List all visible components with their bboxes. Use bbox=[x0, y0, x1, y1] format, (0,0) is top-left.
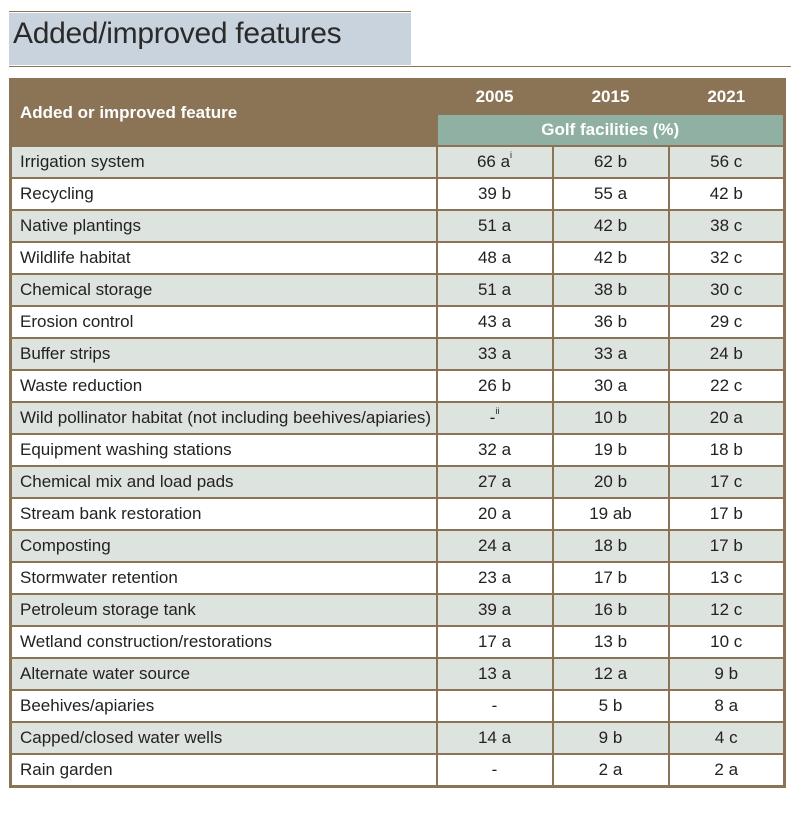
value-cell-2021 bbox=[669, 690, 785, 722]
value-cell-2015 bbox=[553, 210, 669, 242]
value-text: 42 b bbox=[709, 184, 743, 203]
value-cell-2021 bbox=[669, 658, 785, 690]
value-text: 4 c bbox=[714, 728, 738, 747]
value-cell-2021 bbox=[669, 498, 785, 530]
table-row bbox=[11, 690, 785, 722]
value-cell-2015 bbox=[553, 498, 669, 530]
table-row bbox=[11, 754, 785, 787]
value-text: 14 a bbox=[477, 728, 512, 747]
value-text: 16 b bbox=[593, 600, 628, 619]
value-text: 39 a bbox=[477, 600, 512, 619]
value-text: - bbox=[491, 696, 498, 715]
value-text: 9 b bbox=[598, 728, 623, 747]
value-cell-2021 bbox=[669, 274, 785, 306]
value-text: 8 a bbox=[714, 696, 739, 715]
feature-name-cell: Beehives/apiaries bbox=[11, 690, 437, 722]
value-cell-2005 bbox=[437, 338, 553, 370]
table-row bbox=[11, 722, 785, 754]
value-cell-2005 bbox=[437, 690, 553, 722]
value-text: 19 ab bbox=[589, 504, 632, 523]
header-year-2005: 2005 bbox=[437, 80, 553, 115]
value-text: 10 c bbox=[710, 632, 743, 651]
value-cell-2021 bbox=[669, 370, 785, 402]
value-cell-2015 bbox=[553, 530, 669, 562]
value-cell-2005 bbox=[437, 754, 553, 787]
value-text: 23 a bbox=[477, 568, 512, 587]
feature-name-cell: Chemical mix and load pads bbox=[11, 466, 437, 498]
value-cell-2015 bbox=[553, 338, 669, 370]
value-text: 42 b bbox=[593, 216, 628, 235]
table-row bbox=[11, 658, 785, 690]
table-row bbox=[11, 562, 785, 594]
table-row bbox=[11, 274, 785, 306]
value-cell-2021 bbox=[669, 562, 785, 594]
value-cell-2021 bbox=[669, 722, 785, 754]
value-cell-2005 bbox=[437, 370, 553, 402]
table-row bbox=[11, 434, 785, 466]
value-cell-2021 bbox=[669, 178, 785, 210]
value-text: 43 a bbox=[477, 312, 512, 331]
value-cell-2005 bbox=[437, 146, 553, 178]
feature-name-cell: Waste reduction bbox=[11, 370, 437, 402]
value-cell-2015 bbox=[553, 306, 669, 338]
feature-name-cell: Irrigation system bbox=[11, 146, 437, 178]
value-text: 24 a bbox=[477, 536, 512, 555]
value-cell-2005 bbox=[437, 306, 553, 338]
value-text: 17 b bbox=[709, 504, 743, 523]
value-text: 18 b bbox=[593, 536, 628, 555]
value-text: 56 c bbox=[710, 152, 743, 171]
value-cell-2021 bbox=[669, 530, 785, 562]
value-cell-2015 bbox=[553, 434, 669, 466]
feature-name-cell: Composting bbox=[11, 530, 437, 562]
header-golf-facilities: Golf facilities (%) bbox=[437, 114, 785, 146]
feature-name-cell: Wildlife habitat bbox=[11, 242, 437, 274]
header-year-2015: 2015 bbox=[553, 80, 669, 115]
feature-name-cell: Petroleum storage tank bbox=[11, 594, 437, 626]
value-cell-2005 bbox=[437, 626, 553, 658]
value-cell-2005 bbox=[437, 594, 553, 626]
value-cell-2021 bbox=[669, 754, 785, 787]
value-cell-2021 bbox=[669, 434, 785, 466]
value-text: 12 a bbox=[593, 664, 628, 683]
value-text: 17 c bbox=[710, 472, 743, 491]
value-cell-2015 bbox=[553, 370, 669, 402]
value-text: 32 a bbox=[477, 440, 512, 459]
title-bottom-rule bbox=[9, 66, 791, 67]
value-text: 20 a bbox=[709, 408, 743, 427]
value-text: 27 a bbox=[477, 472, 512, 491]
value-text: 2 a bbox=[598, 760, 623, 779]
value-cell-2015 bbox=[553, 274, 669, 306]
feature-name-cell: Equipment washing stations bbox=[11, 434, 437, 466]
feature-name-cell: Wild pollinator habitat (not including beehives/apiaries) bbox=[11, 402, 437, 434]
value-cell-2021 bbox=[669, 242, 785, 274]
value-cell-2005 bbox=[437, 178, 553, 210]
value-cell-2015 bbox=[553, 242, 669, 274]
table-row bbox=[11, 306, 785, 338]
value-text: 30 a bbox=[593, 376, 628, 395]
value-text: 19 b bbox=[593, 440, 628, 459]
value-text: 51 a bbox=[477, 216, 512, 235]
value-text: 38 b bbox=[593, 280, 628, 299]
value-cell-2005 bbox=[437, 498, 553, 530]
value-cell-2005 bbox=[437, 402, 553, 434]
value-cell-2005 bbox=[437, 434, 553, 466]
value-text: 33 a bbox=[593, 344, 628, 363]
value-cell-2021 bbox=[669, 146, 785, 178]
value-text: 33 a bbox=[477, 344, 512, 363]
table-row bbox=[11, 530, 785, 562]
value-cell-2021 bbox=[669, 210, 785, 242]
value-text: 18 b bbox=[709, 440, 743, 459]
value-text: 36 b bbox=[593, 312, 628, 331]
value-cell-2015 bbox=[553, 754, 669, 787]
value-cell-2005 bbox=[437, 242, 553, 274]
table-row bbox=[11, 498, 785, 530]
value-cell-2005 bbox=[437, 722, 553, 754]
page-title: Added/improved features bbox=[13, 17, 342, 50]
value-cell-2015 bbox=[553, 626, 669, 658]
value-cell-2015 bbox=[553, 594, 669, 626]
feature-name-cell: Recycling bbox=[11, 178, 437, 210]
value-cell-2015 bbox=[553, 690, 669, 722]
value-cell-2021 bbox=[669, 402, 785, 434]
feature-name-cell: Chemical storage bbox=[11, 274, 437, 306]
value-cell-2015 bbox=[553, 562, 669, 594]
feature-name-cell: Alternate water source bbox=[11, 658, 437, 690]
feature-name-cell: Buffer strips bbox=[11, 338, 437, 370]
table-row bbox=[11, 146, 785, 178]
value-text: 29 c bbox=[710, 312, 743, 331]
value-text: 32 c bbox=[710, 248, 743, 267]
value-text: 20 b bbox=[593, 472, 628, 491]
value-text: 62 b bbox=[593, 152, 628, 171]
value-text: 17 a bbox=[477, 632, 512, 651]
value-text: 26 b bbox=[477, 376, 512, 395]
value-cell-2021 bbox=[669, 338, 785, 370]
value-cell-2015 bbox=[553, 722, 669, 754]
table-row bbox=[11, 210, 785, 242]
value-cell-2015 bbox=[553, 146, 669, 178]
feature-name-cell: Native plantings bbox=[11, 210, 437, 242]
value-text: 48 a bbox=[477, 248, 512, 267]
table-row bbox=[11, 594, 785, 626]
value-text: 9 b bbox=[714, 664, 739, 683]
value-text: 17 b bbox=[593, 568, 628, 587]
value-cell-2015 bbox=[553, 178, 669, 210]
value-cell-2005 bbox=[437, 658, 553, 690]
feature-name-cell: Capped/closed water wells bbox=[11, 722, 437, 754]
value-text: 39 b bbox=[477, 184, 512, 203]
table-row bbox=[11, 338, 785, 370]
value-cell-2015 bbox=[553, 402, 669, 434]
value-cell-2005 bbox=[437, 274, 553, 306]
value-cell-2021 bbox=[669, 466, 785, 498]
value-text: - bbox=[491, 760, 498, 779]
value-cell-2021 bbox=[669, 306, 785, 338]
value-text: 13 a bbox=[477, 664, 512, 683]
value-text: 55 a bbox=[593, 184, 628, 203]
table-row bbox=[11, 402, 785, 434]
value-text: 10 b bbox=[593, 408, 628, 427]
table-row bbox=[11, 242, 785, 274]
value-cell-2005 bbox=[437, 562, 553, 594]
value-cell-2005 bbox=[437, 466, 553, 498]
feature-name-cell: Stream bank restoration bbox=[11, 498, 437, 530]
table-row bbox=[11, 626, 785, 658]
value-text: 42 b bbox=[593, 248, 628, 267]
value-text: 24 b bbox=[709, 344, 743, 363]
value-text: 20 a bbox=[477, 504, 512, 523]
value-cell-2021 bbox=[669, 626, 785, 658]
value-text: 12 c bbox=[710, 600, 743, 619]
table-row bbox=[11, 370, 785, 402]
features-table bbox=[9, 78, 786, 788]
value-cell-2021 bbox=[669, 594, 785, 626]
value-cell-2005 bbox=[437, 530, 553, 562]
value-text: 13 c bbox=[710, 568, 743, 587]
value-text: 51 a bbox=[477, 280, 512, 299]
value-text: 17 b bbox=[709, 536, 743, 555]
value-text: 5 b bbox=[598, 696, 623, 715]
header-feature: Added or improved feature bbox=[11, 80, 437, 147]
value-text: 2 a bbox=[714, 760, 739, 779]
feature-name-cell: Rain garden bbox=[11, 754, 437, 787]
footnote-marker: i bbox=[510, 150, 513, 160]
table-body bbox=[11, 146, 785, 787]
value-text: 38 c bbox=[710, 216, 743, 235]
value-cell-2015 bbox=[553, 466, 669, 498]
table-row bbox=[11, 178, 785, 210]
value-cell-2015 bbox=[553, 658, 669, 690]
feature-name-cell: Wetland construction/restorations bbox=[11, 626, 437, 658]
value-cell-2005 bbox=[437, 210, 553, 242]
footnote-marker: ii bbox=[495, 406, 500, 416]
header-year-2021: 2021 bbox=[669, 80, 785, 115]
value-text: - bbox=[489, 408, 496, 427]
value-text: 13 b bbox=[593, 632, 628, 651]
title-top-rule bbox=[9, 11, 411, 12]
feature-name-cell: Erosion control bbox=[11, 306, 437, 338]
feature-name-cell: Stormwater retention bbox=[11, 562, 437, 594]
value-text: 30 c bbox=[710, 280, 743, 299]
value-text: 22 c bbox=[710, 376, 743, 395]
table-row bbox=[11, 466, 785, 498]
value-text: 66 a bbox=[476, 152, 511, 171]
